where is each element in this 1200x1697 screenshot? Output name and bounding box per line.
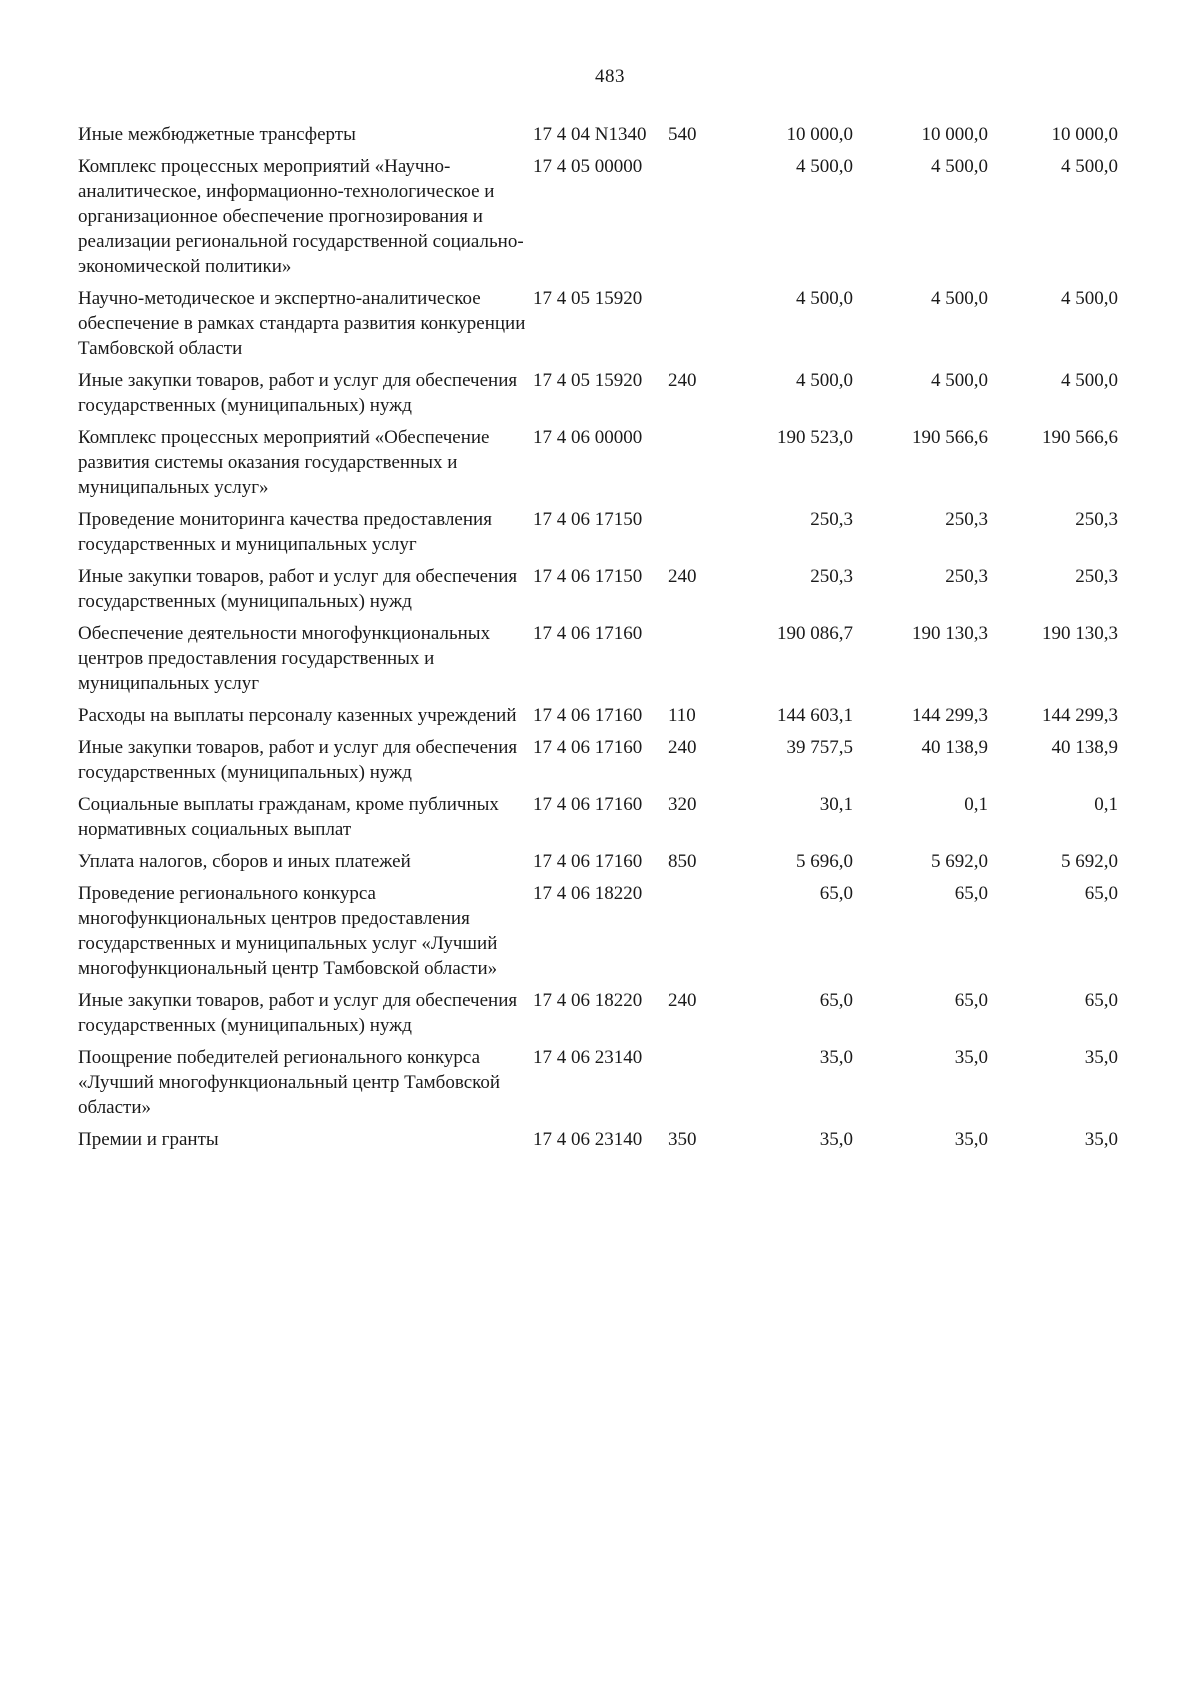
row-amount-2: 35,0	[954, 1129, 988, 1150]
row-amount-1: 4 500,0	[796, 370, 853, 391]
table-row	[78, 1127, 1158, 1152]
row-amount-1: 30,1	[819, 794, 853, 815]
row-name: Расходы на выплаты персоналу казенных учреждений	[78, 705, 517, 726]
table-row	[78, 368, 1158, 418]
row-amount-2: 35,0	[954, 1047, 988, 1068]
row-amount-1: 39 757,5	[786, 737, 853, 758]
row-name: Проведение мониторинга качества предоставления государственных и муниципальных услуг	[78, 509, 492, 555]
row-amount-3: 144 299,3	[1042, 705, 1118, 726]
page-number: 483	[595, 66, 625, 87]
row-code: 17 4 06 17150	[533, 566, 643, 587]
row-expense-type: 240	[668, 737, 697, 758]
row-amount-2: 40 138,9	[921, 737, 988, 758]
row-amount-3: 250,3	[1075, 509, 1118, 530]
row-expense-type: 240	[668, 370, 697, 391]
table-row	[78, 792, 1158, 842]
row-code: 17 4 06 17150	[533, 509, 643, 530]
row-amount-1: 65,0	[819, 883, 853, 904]
row-expense-type: 110	[668, 705, 696, 726]
table-row	[78, 564, 1158, 614]
row-amount-3: 4 500,0	[1061, 288, 1118, 309]
budget-table	[78, 122, 1158, 1152]
row-amount-1: 250,3	[810, 509, 853, 530]
row-amount-1: 10 000,0	[786, 124, 853, 145]
row-amount-2: 144 299,3	[912, 705, 988, 726]
row-amount-2: 190 130,3	[912, 623, 988, 644]
row-amount-1: 65,0	[819, 990, 853, 1011]
row-expense-type: 850	[668, 851, 697, 872]
row-amount-3: 65,0	[1084, 883, 1118, 904]
row-amount-3: 10 000,0	[1051, 124, 1118, 145]
row-amount-1: 35,0	[819, 1047, 853, 1068]
row-name: Научно-методическое и экспертно-аналитическое обеспечение в рамках стандарта развития конкуренции Тамбовской области	[78, 288, 526, 359]
row-amount-3: 190 130,3	[1042, 623, 1118, 644]
row-expense-type: 350	[668, 1129, 697, 1150]
table-row	[78, 621, 1158, 696]
row-code: 17 4 06 17160	[533, 623, 643, 644]
row-amount-2: 250,3	[945, 566, 988, 587]
row-amount-1: 190 086,7	[777, 623, 853, 644]
table-row	[78, 286, 1158, 361]
row-amount-1: 4 500,0	[796, 288, 853, 309]
row-amount-2: 4 500,0	[931, 156, 988, 177]
row-amount-1: 250,3	[810, 566, 853, 587]
row-code: 17 4 05 15920	[533, 370, 643, 391]
row-amount-3: 4 500,0	[1061, 156, 1118, 177]
row-code: 17 4 06 23140	[533, 1047, 643, 1068]
row-name: Обеспечение деятельности многофункциональных центров предоставления государственных и муниципальных услуг	[78, 623, 491, 694]
row-amount-3: 0,1	[1094, 794, 1118, 815]
row-name: Уплата налогов, сборов и иных платежей	[78, 851, 411, 872]
table-row	[78, 881, 1158, 981]
table-row	[78, 507, 1158, 557]
row-code: 17 4 06 17160	[533, 705, 643, 726]
row-name: Иные закупки товаров, работ и услуг для обеспечения государственных (муниципальных) нужд	[78, 566, 518, 612]
row-expense-type: 320	[668, 794, 697, 815]
row-code: 17 4 06 18220	[533, 883, 643, 904]
row-amount-2: 4 500,0	[931, 370, 988, 391]
row-amount-1: 5 696,0	[796, 851, 853, 872]
table-row	[78, 849, 1158, 874]
row-amount-2: 10 000,0	[921, 124, 988, 145]
row-code: 17 4 06 23140	[533, 1129, 643, 1150]
table-row	[78, 988, 1158, 1038]
row-amount-1: 35,0	[819, 1129, 853, 1150]
table-row	[78, 425, 1158, 500]
row-name: Иные закупки товаров, работ и услуг для обеспечения государственных (муниципальных) нужд	[78, 737, 518, 783]
row-name: Комплекс процессных мероприятий «Научно-аналитическое, информационно-технологическое и организационное обеспечение прогнозирования и реализации региональной государственной социально-экономической политики»	[78, 156, 524, 277]
row-amount-3: 35,0	[1084, 1129, 1118, 1150]
row-name: Иные закупки товаров, работ и услуг для обеспечения государственных (муниципальных) нужд	[78, 990, 518, 1036]
row-amount-3: 190 566,6	[1042, 427, 1118, 448]
row-expense-type: 240	[668, 990, 697, 1011]
row-amount-1: 190 523,0	[777, 427, 853, 448]
table-row	[78, 1045, 1158, 1120]
row-name: Иные закупки товаров, работ и услуг для обеспечения государственных (муниципальных) нужд	[78, 370, 518, 416]
row-name: Комплекс процессных мероприятий «Обеспечение развития системы оказания государственных и муниципальных услуг»	[78, 427, 490, 498]
row-expense-type: 240	[668, 566, 697, 587]
row-name: Премии и гранты	[78, 1129, 219, 1150]
row-name: Социальные выплаты гражданам, кроме публичных нормативных социальных выплат	[78, 794, 499, 840]
row-amount-3: 250,3	[1075, 566, 1118, 587]
row-amount-2: 65,0	[954, 883, 988, 904]
row-amount-1: 4 500,0	[796, 156, 853, 177]
row-expense-type: 540	[668, 124, 697, 145]
table-row	[78, 735, 1158, 785]
row-amount-2: 5 692,0	[931, 851, 988, 872]
row-code: 17 4 04 N1340	[533, 124, 647, 145]
row-amount-3: 35,0	[1084, 1047, 1118, 1068]
row-code: 17 4 05 15920	[533, 288, 643, 309]
row-code: 17 4 06 17160	[533, 851, 643, 872]
row-amount-2: 250,3	[945, 509, 988, 530]
row-code: 17 4 05 00000	[533, 156, 643, 177]
row-code: 17 4 06 17160	[533, 794, 643, 815]
row-amount-3: 5 692,0	[1061, 851, 1118, 872]
table-row	[78, 703, 1158, 728]
row-amount-3: 65,0	[1084, 990, 1118, 1011]
row-amount-2: 0,1	[964, 794, 988, 815]
row-code: 17 4 06 00000	[533, 427, 643, 448]
row-name: Поощрение победителей регионального конкурса «Лучший многофункциональный центр Тамбовской области»	[78, 1047, 501, 1118]
row-amount-1: 144 603,1	[777, 705, 853, 726]
row-name: Иные межбюджетные трансферты	[78, 124, 356, 145]
row-name: Проведение регионального конкурса многофункциональных центров предоставления государственных и муниципальных услуг «Лучший многофункциональный центр Тамбовской области»	[78, 883, 498, 979]
row-code: 17 4 06 18220	[533, 990, 643, 1011]
row-amount-2: 65,0	[954, 990, 988, 1011]
row-amount-3: 4 500,0	[1061, 370, 1118, 391]
table-row	[78, 154, 1158, 279]
row-amount-2: 4 500,0	[931, 288, 988, 309]
row-amount-2: 190 566,6	[912, 427, 988, 448]
row-code: 17 4 06 17160	[533, 737, 643, 758]
row-amount-3: 40 138,9	[1051, 737, 1118, 758]
table-row	[78, 122, 1158, 147]
